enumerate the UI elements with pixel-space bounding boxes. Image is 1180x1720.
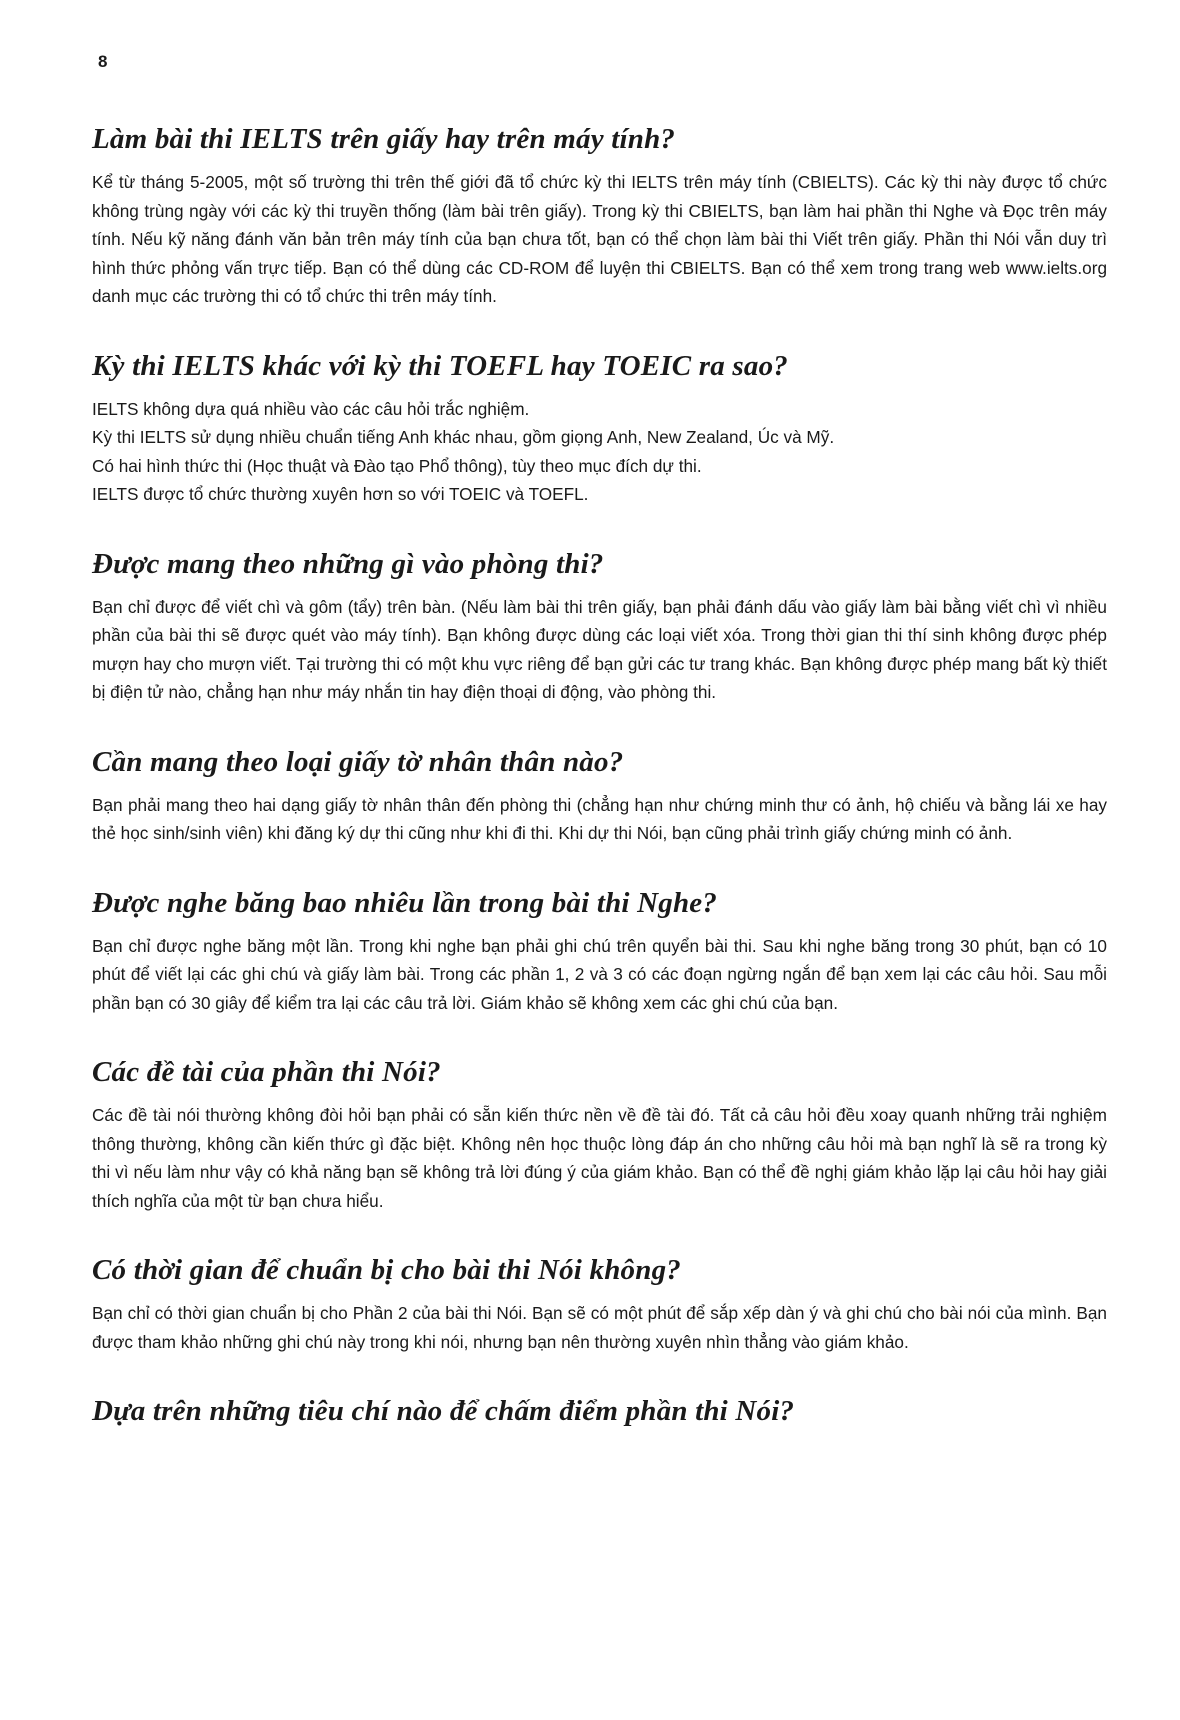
section-line: Kỳ thi IELTS sử dụng nhiều chuẩn tiếng Anh khác nhau, gồm giọng Anh, New Zealand, Úc và Mỹ. (92, 427, 835, 447)
section-heading: Có thời gian để chuẩn bị cho bài thi Nói không? (92, 1254, 681, 1286)
section-heading: Kỳ thi IELTS khác với kỳ thi TOEFL hay TOEIC ra sao? (92, 349, 789, 382)
section-paragraph: Bạn chỉ được để viết chì và gôm (tẩy) trên bàn. (Nếu làm bài thi trên giấy, bạn phải đánh dấu vào giấy làm bài bằng viết chì vì nhiều phần của bài thi sẽ được quét vào máy tính). Bạn không được dùng các loại viết xóa. Trong thời gian thi thí sinh không được phép mượn hay cho mượn viết. Tại trường thi có một khu vực riêng để bạn gửi các tư trang khác. Bạn không được phép mang bất kỳ thiết bị điện tử nào, chẳng hạn như máy nhắn tin hay điện thoại di động, vào phòng thi. (92, 596, 1107, 702)
section-items-allowed (92, 547, 1107, 707)
section-ielts-vs-toefl-toeic (92, 349, 1107, 509)
section-line: IELTS được tổ chức thường xuyên hơn so với TOEIC và TOEFL. (92, 484, 589, 504)
section-paragraph: Bạn chỉ được nghe băng một lần. Trong khi nghe bạn phải ghi chú trên quyển bài thi. Sau khi nghe băng trong 30 phút, bạn có 10 phút để viết lại các ghi chú và giấy làm bài. Trong các phần 1, 2 và 3 có các đoạn ngừng ngắn để bạn xem lại các câu hỏi. Sau mỗi phần bạn có 30 giây để kiểm tra lại các câu trả lời. Giám khảo sẽ không xem các ghi chú của bạn. (92, 935, 1107, 1013)
section-speaking-topics (92, 1055, 1107, 1215)
section-heading: Được mang theo những gì vào phòng thi? (92, 547, 604, 580)
section-paragraph: Các đề tài nói thường không đòi hỏi bạn phải có sẵn kiến thức nền về đề tài đó. Tất cả câu hỏi đều xoay quanh những trải nghiệm thông thường, không cần kiến thức gì đặc biệt. Không nên học thuộc lòng đáp án cho những câu hỏi mà bạn nghĩ là sẽ ra trong kỳ thi vì nếu làm như vậy có khả năng bạn sẽ không trả lời đúng ý của giám khảo. Bạn có thể đề nghị giám khảo lặp lại câu hỏi hay giải thích nghĩa của một từ bạn chưa hiểu. (92, 1105, 1107, 1211)
document-body (92, 122, 1107, 1440)
section-computer-based-test (92, 122, 1107, 311)
section-paragraph: Bạn phải mang theo hai dạng giấy tờ nhân thân đến phòng thi (chẳng hạn như chứng minh thư có ảnh, hộ chiếu và bằng lái xe hay thẻ học sinh/sinh viên) khi đăng ký dự thi cũng như khi đi thi. Khi dự thi Nói, bạn cũng phải trình giấy chứng minh có ảnh. (92, 794, 1107, 843)
section-listening-plays (92, 886, 1107, 1018)
section-line: IELTS không dựa quá nhiều vào các câu hỏi trắc nghiệm. (92, 398, 530, 419)
section-speaking-criteria (92, 1394, 1107, 1428)
section-speaking-preparation (92, 1253, 1107, 1356)
section-heading: Được nghe băng bao nhiêu lần trong bài thi Nghe? (92, 886, 718, 919)
section-paragraph: Kể từ tháng 5-2005, một số trường thi trên thế giới đã tổ chức kỳ thi IELTS trên máy tính (CBIELTS). Các kỳ thi này được tổ chức không trùng ngày với các kỳ thi truyền thống (làm bài trên giấy). Trong kỳ thi CBIELTS, bạn làm hai phần thi Nghe và Đọc trên máy tính. Nếu kỹ năng đánh văn bản trên máy tính của bạn chưa tốt, bạn có thể chọn làm bài thi Viết trên giấy. Phần thi Nói vẫn duy trì hình thức phỏng vấn trực tiếp. Bạn có thể dùng các CD-ROM để luyện thi CBIELTS. Bạn có thể xem trong trang web www.ielts.org danh mục các trường thi có tổ chức thi trên máy tính. (92, 172, 1107, 306)
section-identification (92, 745, 1107, 848)
section-heading: Các đề tài của phần thi Nói? (92, 1056, 441, 1088)
section-heading: Dựa trên những tiêu chí nào để chấm điểm phần thi Nói? (92, 1395, 795, 1427)
page-number: 8 (98, 52, 108, 71)
section-paragraph: Bạn chỉ có thời gian chuẩn bị cho Phần 2 của bài thi Nói. Bạn sẽ có một phút để sắp xếp dàn ý và ghi chú cho bài nói của mình. Bạn được tham khảo những ghi chú này trong khi nói, nhưng bạn nên thường xuyên nhìn thẳng vào giám khảo. (92, 1303, 1107, 1352)
section-heading: Cần mang theo loại giấy tờ nhân thân nào? (92, 745, 624, 778)
section-line: Có hai hình thức thi (Học thuật và Đào tạo Phổ thông), tùy theo mục đích dự thi. (92, 455, 702, 476)
section-heading: Làm bài thi IELTS trên giấy hay trên máy tính? (92, 123, 676, 155)
